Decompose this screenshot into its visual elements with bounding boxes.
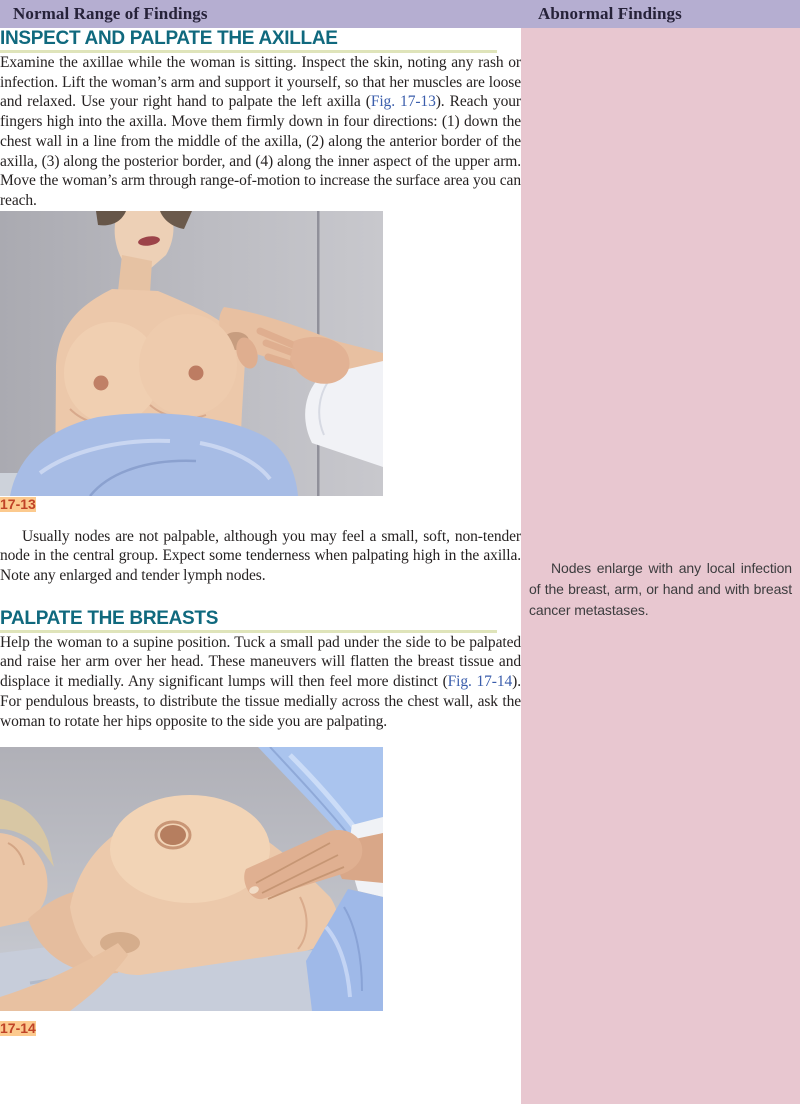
figure-17-13-link[interactable]: Fig. 17-13	[370, 93, 436, 111]
figure-17-14-label: 17-14	[0, 1020, 36, 1037]
figure-17-13	[0, 211, 521, 514]
paragraph-text: ). For pendulous breasts, to distribute the tissue medially across the chest wall, ask the woman to rotate her hips opposite to the side you are palpating.	[0, 673, 521, 730]
figure-17-13-photo	[0, 211, 383, 496]
abnormal-findings-column-header: Abnormal Findings	[538, 4, 682, 23]
figure-17-14-photo	[0, 747, 383, 1011]
figure-17-13-label: 17-13	[0, 495, 36, 512]
figure-17-14-link[interactable]: Fig. 17-14	[447, 673, 513, 691]
normal-findings-column-header: Normal Range of Findings	[13, 4, 208, 23]
figure-17-14	[0, 747, 521, 1038]
paragraph-text: Help the woman to a supine position. Tuck a small pad under the side to be palpated and raise her arm over her head. These maneuvers will flatten the breast tissue and displace it medially. Any significant lumps will then feel more distinct (	[0, 633, 521, 691]
column-headers-bar	[0, 0, 800, 28]
paragraph-text: ). Reach your fingers high into the axilla. Move them firmly down in four directions: (1) down the chest wall in a line from the middle of the axilla, (2) along the anterior border of the axilla, (3) along the posterior border, and (4) along the inner aspect of the upper arm. Move the woman’s arm through range-of-motion to increase the surface area you can reach.	[0, 93, 521, 209]
section-heading-inspect-palpate-axillae: INSPECT AND PALPATE THE AXILLAE	[0, 28, 497, 53]
abnormal-findings-column	[521, 28, 800, 1104]
axillae-nodes-paragraph: Usually nodes are not palpable, although you may feel a small, soft, non-tender node in the central group. Expect some tenderness when palpating high in the axilla. Note any enlarged and tender lymph nodes.	[0, 527, 521, 585]
normal-findings-column	[0, 28, 521, 1104]
section-heading-palpate-breasts: PALPATE THE BREASTS	[0, 608, 497, 633]
abnormal-findings-note: Nodes enlarge with any local infection of the breast, arm, or hand and with breast cancer metastases.	[529, 560, 792, 618]
paragraph-text: Examine the axillae while the woman is sitting. Inspect the skin, noting any rash or infection. Lift the woman’s arm and support it yourself, so that her muscles are loose and relaxed. Use your right hand to palpate the left axilla (	[0, 54, 521, 111]
axillae-intro-paragraph	[0, 53, 521, 211]
breasts-intro-paragraph	[0, 633, 521, 732]
